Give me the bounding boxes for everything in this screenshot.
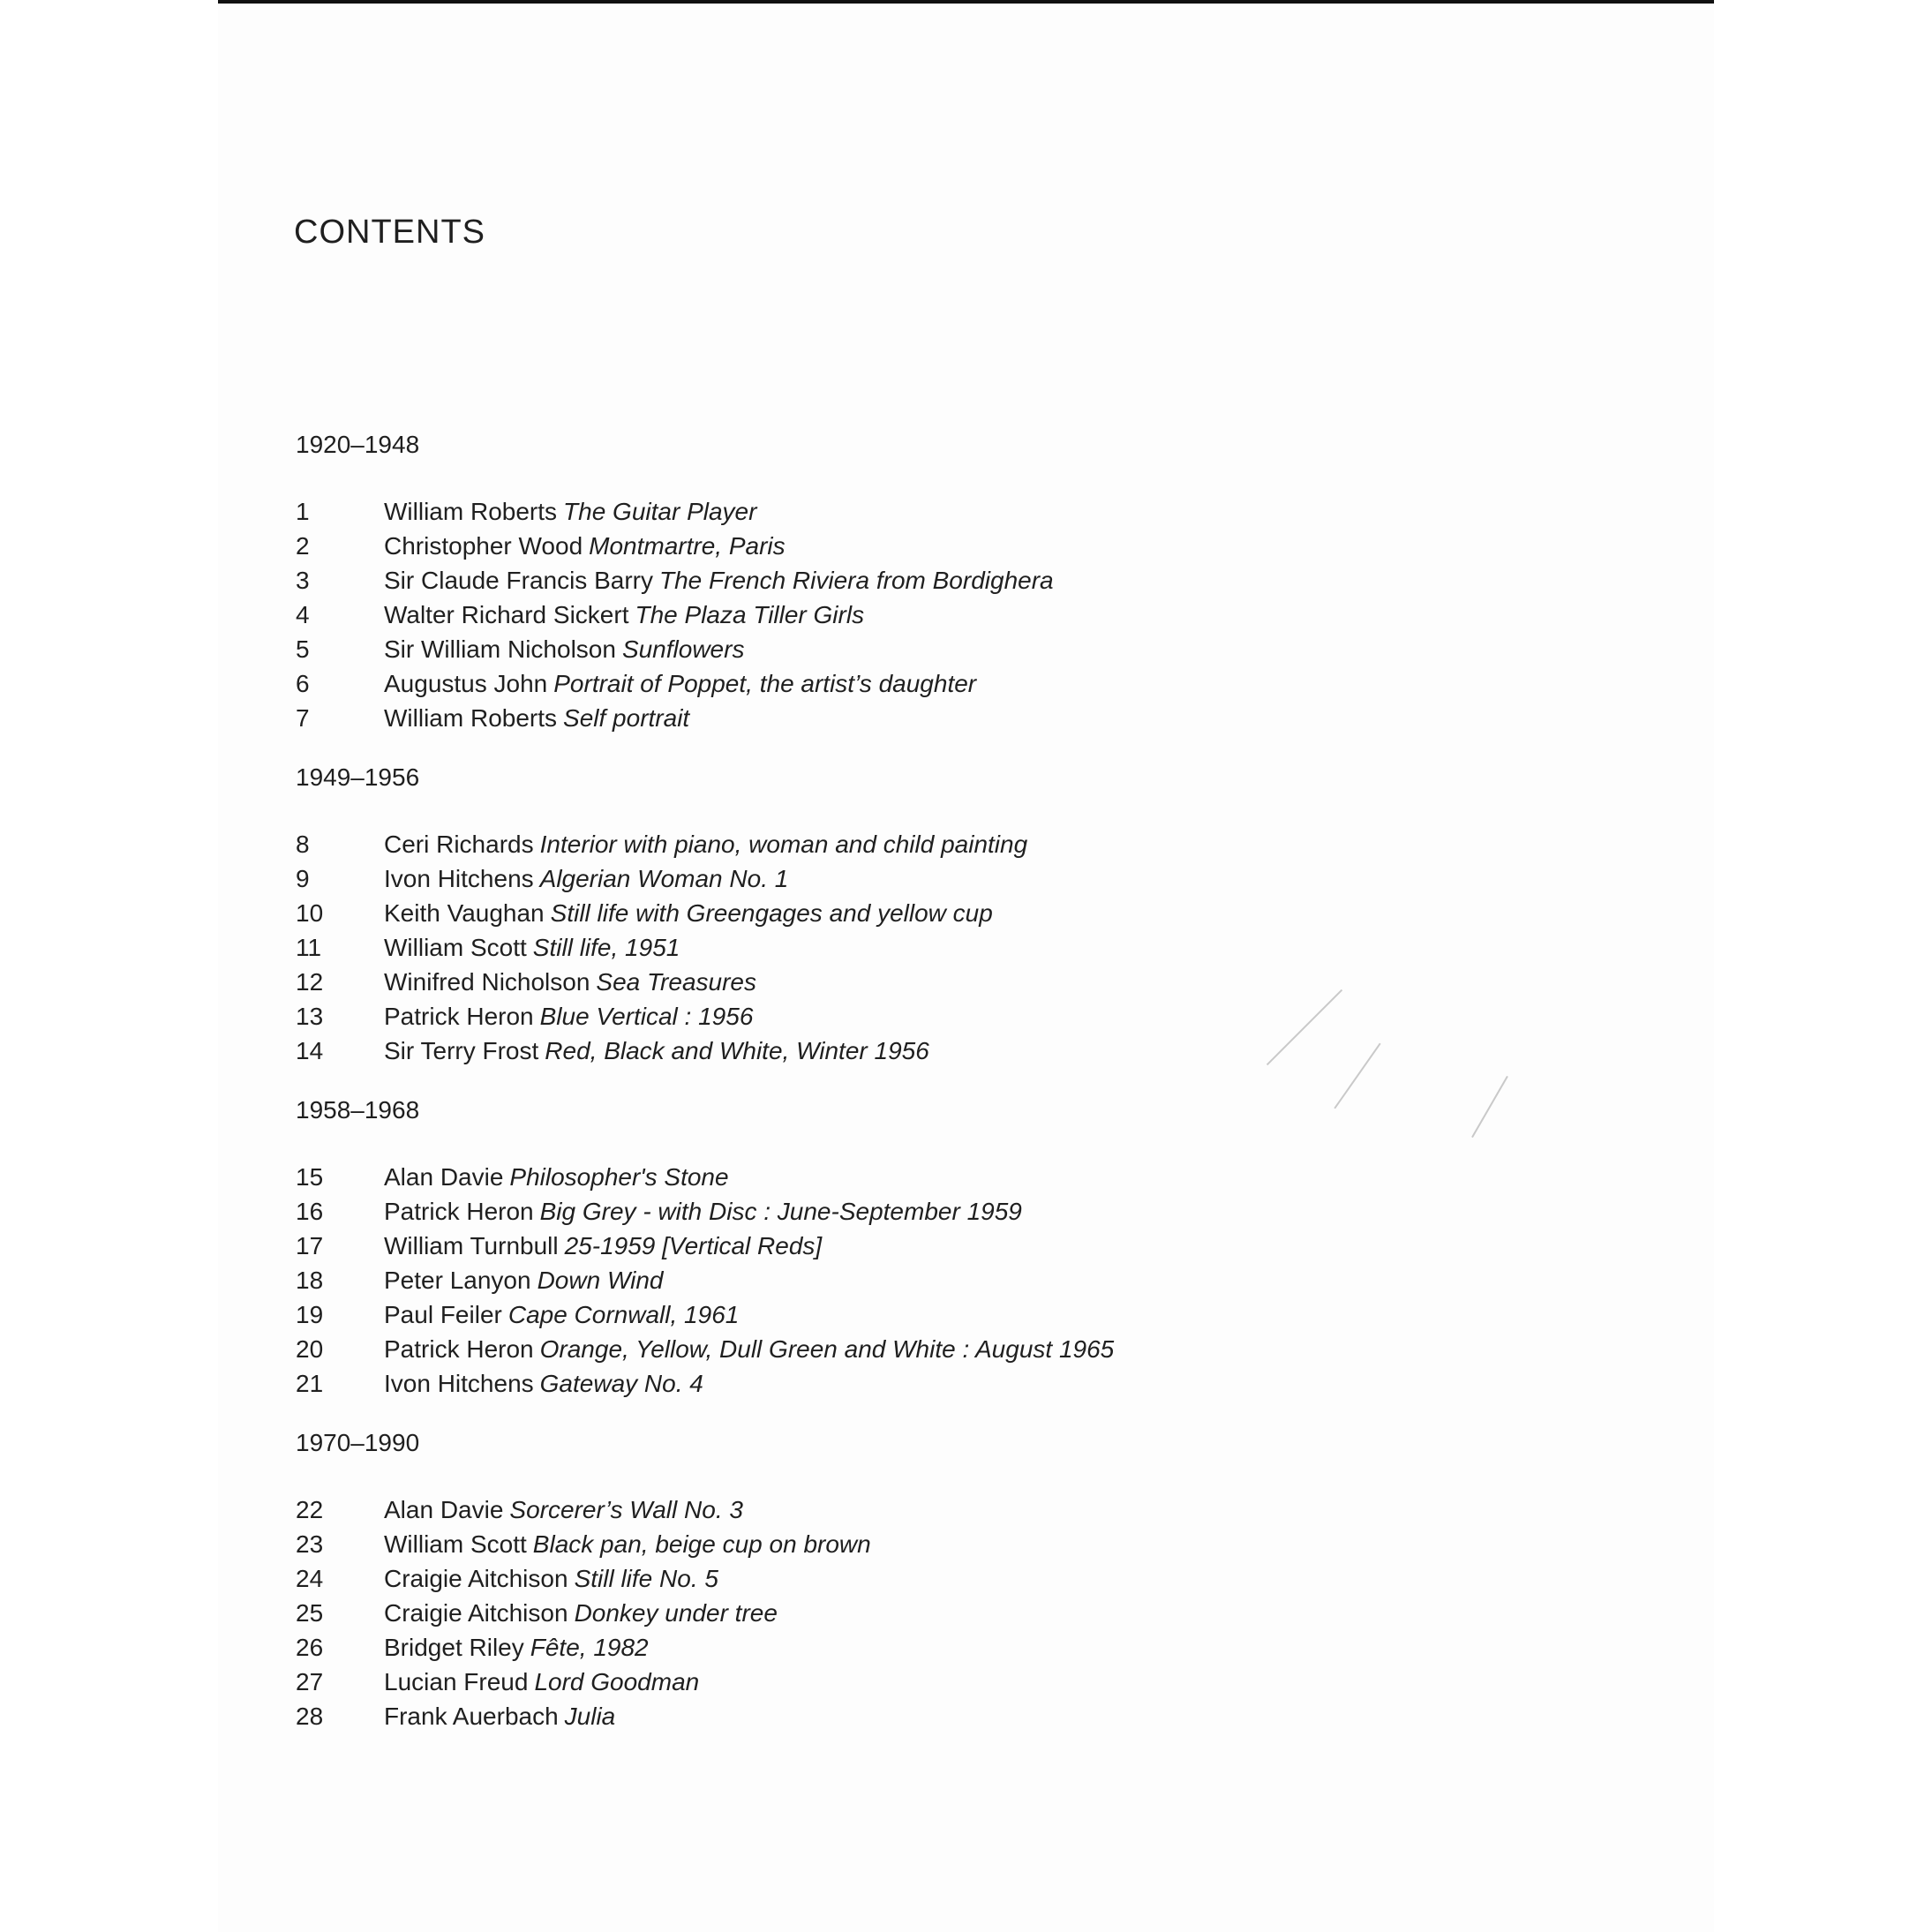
entry-artist: Alan Davie	[384, 1496, 504, 1523]
entry-number: 9	[296, 865, 310, 892]
entry-number: 12	[296, 968, 324, 996]
contents-entry	[296, 1160, 1114, 1194]
contents-entry	[296, 827, 1114, 861]
entry-number: 16	[296, 1198, 324, 1225]
entry-number: 5	[296, 635, 310, 663]
contents-entry	[296, 965, 1114, 999]
entry-number: 7	[296, 704, 310, 732]
entry-number: 26	[296, 1634, 324, 1661]
entry-work-title: Big Grey - with Disc : June-September 1959	[539, 1198, 1022, 1225]
contents-entry	[296, 930, 1114, 965]
entry-work-title: Montmartre, Paris	[589, 532, 786, 560]
entry-artist: Ivon Hitchens	[384, 865, 534, 892]
entry-work-title: The Guitar Player	[563, 498, 757, 525]
contents-page	[218, 0, 1714, 1932]
entry-number: 28	[296, 1703, 324, 1730]
entry-work-title: Down Wind	[537, 1267, 664, 1294]
scan-mark	[1267, 989, 1342, 1065]
entry-work-title: Algerian Woman No. 1	[539, 865, 789, 892]
entry-artist: Patrick Heron	[384, 1198, 534, 1225]
contents-section	[296, 760, 1114, 1068]
contents-entry	[296, 1034, 1114, 1068]
entry-work-title: Interior with piano, woman and child painting	[539, 831, 1028, 858]
entry-artist: Craigie Aitchison	[384, 1599, 568, 1627]
entry-work-title: Julia	[564, 1703, 616, 1730]
entry-artist: Lucian Freud	[384, 1668, 529, 1695]
contents-section	[296, 1425, 1114, 1733]
entry-artist: Patrick Heron	[384, 1335, 534, 1363]
entry-work-title: Donkey under tree	[574, 1599, 778, 1627]
entry-work-title: Fête, 1982	[530, 1634, 649, 1661]
entry-work-title: Still life with Greengages and yellow cup	[550, 899, 993, 927]
entry-work-title: Blue Vertical : 1956	[539, 1003, 754, 1030]
entry-number: 10	[296, 899, 324, 927]
entry-work-title: Philosopher's Stone	[509, 1163, 729, 1191]
contents-entry	[296, 1492, 1114, 1527]
entry-artist: Sir Terry Frost	[384, 1037, 539, 1064]
entry-work-title: Cape Cornwall, 1961	[507, 1301, 740, 1328]
contents-entry	[296, 1263, 1114, 1297]
contents-entry	[296, 632, 1114, 666]
contents-entry	[296, 1332, 1114, 1366]
entry-artist: William Turnbull	[384, 1232, 559, 1259]
scan-mark	[1471, 1076, 1508, 1138]
entry-artist: William Scott	[384, 1530, 527, 1558]
entry-work-title: The Plaza Tiller Girls	[635, 601, 865, 628]
page-title: CONTENTS	[294, 214, 485, 251]
entry-number: 19	[296, 1301, 324, 1328]
contents-entry	[296, 1527, 1114, 1561]
contents-entry	[296, 666, 1114, 701]
entry-number: 24	[296, 1565, 324, 1592]
scan-mark	[1334, 1043, 1380, 1109]
entry-artist: Bridget Riley	[384, 1634, 524, 1661]
contents-entry	[296, 1561, 1114, 1596]
entry-work-title: Black pan, beige cup on brown	[532, 1530, 871, 1558]
entry-number: 1	[296, 498, 310, 525]
entry-artist: William Scott	[384, 934, 527, 961]
entry-artist: Paul Feiler	[384, 1301, 502, 1328]
entry-artist: Alan Davie	[384, 1163, 504, 1191]
entry-number: 6	[296, 670, 310, 697]
section-period-heading: 1949–1956	[296, 763, 420, 791]
contents-entry	[296, 598, 1114, 632]
entry-work-title: Still life No. 5	[574, 1565, 718, 1592]
contents-entry	[296, 1297, 1114, 1332]
contents-entry	[296, 1665, 1114, 1699]
entry-number: 23	[296, 1530, 324, 1558]
entry-number: 21	[296, 1370, 324, 1397]
entry-work-title: Gateway No. 4	[539, 1370, 703, 1397]
section-period-heading: 1920–1948	[296, 431, 420, 458]
entry-work-title: Sorcerer’s Wall No. 3	[509, 1496, 743, 1523]
entry-artist: Sir William Nicholson	[384, 635, 616, 663]
entry-number: 13	[296, 1003, 324, 1030]
entry-artist: Augustus John	[384, 670, 548, 697]
entry-artist: Keith Vaughan	[384, 899, 545, 927]
contents-entry	[296, 999, 1114, 1034]
contents-entry	[296, 701, 1114, 735]
entry-work-title: Orange, Yellow, Dull Green and White : August 1965	[539, 1335, 1115, 1363]
entry-work-title: Self portrait	[563, 704, 690, 732]
entry-work-title: 25-1959 [Vertical Reds]	[564, 1232, 823, 1259]
entry-artist: Patrick Heron	[384, 1003, 534, 1030]
entry-number: 4	[296, 601, 310, 628]
entry-work-title: Lord Goodman	[534, 1668, 700, 1695]
contents-entry	[296, 1366, 1114, 1401]
contents-list	[296, 427, 1114, 1758]
entry-work-title: The French Riviera from Bordighera	[658, 567, 1054, 594]
contents-entry	[296, 1630, 1114, 1665]
entry-artist: Ceri Richards	[384, 831, 534, 858]
entry-number: 3	[296, 567, 310, 594]
section-period-heading: 1958–1968	[296, 1096, 420, 1124]
entry-work-title: Portrait of Poppet, the artist’s daughter	[553, 670, 977, 697]
entry-number: 2	[296, 532, 310, 560]
entry-number: 15	[296, 1163, 324, 1191]
entry-work-title: Red, Black and White, Winter 1956	[545, 1037, 929, 1064]
contents-entry	[296, 494, 1114, 529]
entry-number: 11	[296, 934, 322, 961]
entry-artist: Walter Richard Sickert	[384, 601, 629, 628]
entry-number: 25	[296, 1599, 324, 1627]
entry-work-title: Sunflowers	[621, 635, 745, 663]
entry-work-title: Still life, 1951	[532, 934, 680, 961]
contents-entry	[296, 529, 1114, 563]
entry-artist: William Roberts	[384, 704, 558, 732]
contents-entry	[296, 1194, 1114, 1229]
entry-artist: Peter Lanyon	[384, 1267, 531, 1294]
contents-entry	[296, 1229, 1114, 1263]
entry-artist: Craigie Aitchison	[384, 1565, 568, 1592]
entry-artist: Sir Claude Francis Barry	[384, 567, 653, 594]
entry-artist: Christopher Wood	[384, 532, 583, 560]
entry-artist: Winifred Nicholson	[384, 968, 590, 996]
contents-section	[296, 427, 1114, 735]
entry-number: 18	[296, 1267, 324, 1294]
contents-entry	[296, 861, 1114, 896]
contents-section	[296, 1093, 1114, 1401]
section-period-heading: 1970–1990	[296, 1429, 420, 1456]
contents-entry	[296, 896, 1114, 930]
entry-artist: William Roberts	[384, 498, 558, 525]
entry-number: 17	[296, 1232, 324, 1259]
contents-entry	[296, 563, 1114, 598]
entry-number: 20	[296, 1335, 324, 1363]
entry-number: 27	[296, 1668, 324, 1695]
contents-entry	[296, 1699, 1114, 1733]
entry-number: 14	[296, 1037, 324, 1064]
entry-number: 8	[296, 831, 310, 858]
entry-artist: Ivon Hitchens	[384, 1370, 534, 1397]
contents-entry	[296, 1596, 1114, 1630]
entry-number: 22	[296, 1496, 324, 1523]
entry-artist: Frank Auerbach	[384, 1703, 559, 1730]
entry-work-title: Sea Treasures	[596, 968, 756, 996]
